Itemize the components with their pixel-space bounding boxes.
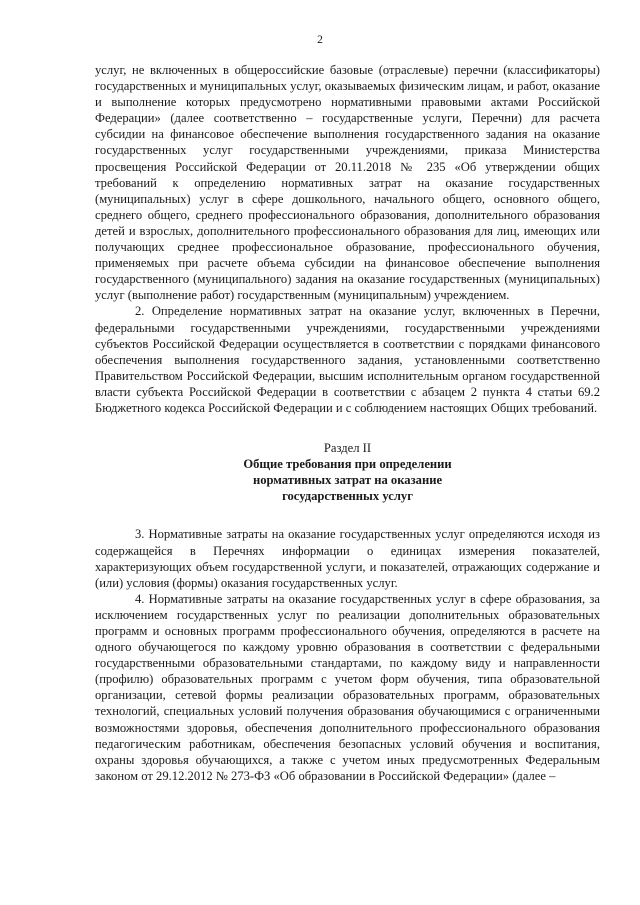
section-heading-line: государственных услуг xyxy=(282,489,413,504)
section-heading-line: Общие требования при определении xyxy=(243,457,452,472)
paragraph-continuation: услуг, не включенных в общероссийские базовые (отраслевые) перечни (классификаторы) государственных и муниципальных услуг, оказываемых физическим лицам, и работ, оказание и выполнение которых предусмотрено нормативными правовыми актами Российской Федерации» (далее соответственно – государственные услуги, Перечни) для расчета субсидии на финансовое обеспечение выполнения государственного задания на оказание государственных услуг государственными учреждениями, приказа Министерства просвещения Российской Федерации от 20.11.2018 № 235 «Об утверждении общих требований к определению нормативных затрат на оказание государственных (муниципальных) услуг в сфере дошкольного, начального общего, основного общего, среднего общего, среднего профессионального образования, дополнительного образования детей и взрослых, дополнительного профессионального образования для лиц, имеющих или получающих среднее профессиональное образование, профессионального обучения, применяемых при расчете объема субсидии на финансовое обеспечение выполнения государственного (муниципального) задания на оказание государственных (муниципальных) услуг (выполнение работ) государственным (муниципальным) учреждением. xyxy=(95,63,600,303)
paragraph-3: 3. Нормативные затраты на оказание государственных услуг определяются исходя из содержащейся в Перечнях информации о единицах измерения показателей, характеризующих объем государственной услуги, и показателей, отражающих содержание и (или) условия (формы) оказания государственных услуг. xyxy=(95,527,600,590)
section-heading-line: нормативных затрат на оказание xyxy=(252,473,443,488)
document-body xyxy=(95,62,600,784)
section-label: Раздел II xyxy=(323,441,372,456)
page-number: 2 xyxy=(317,34,323,46)
paragraph-4: 4. Нормативные затраты на оказание государственных услуг в сфере образования, за исключением государственных услуг по реализации дополнительных образовательных программ и основных программ профессионального обучения, определяются в расчете на одного обучающегося по каждому уровню образования в соответствии с федеральными государственными образовательными стандартами, по каждому виду и направленности (профилю) образовательных программ с учетом форм обучения, типа образовательной организации, сетевой формы реализации образовательных программ, образовательных технологий, специальных условий получения образования обучающимися с ограниченными возможностями здоровья, обеспечения дополнительного профессионального образования педагогическим работникам, обеспечения безопасных условий обучения и воспитания, охраны здоровья обучающихся, а также с учетом иных предусмотренных Федеральным законом от 29.12.2012 № 273-ФЗ «Об образовании в Российской Федерации» (далее – xyxy=(95,591,600,783)
paragraph-2: 2. Определение нормативных затрат на оказание услуг, включенных в Перечни, федеральными государственными учреждениями, государственными учреждениями субъектов Российской Федерации осуществляется в соответствии с порядками финансового обеспечения выполнения государственного задания, установленными соответственно Правительством Российской Федерации, высшим исполнительным органом государственной власти субъекта Российской Федерации в соответствии с абзацем 2 пункта 4 статьи 69.2 Бюджетного кодекса Российской Федерации и с соблюдением настоящих Общих требований. xyxy=(95,304,600,415)
section-heading xyxy=(95,456,600,504)
